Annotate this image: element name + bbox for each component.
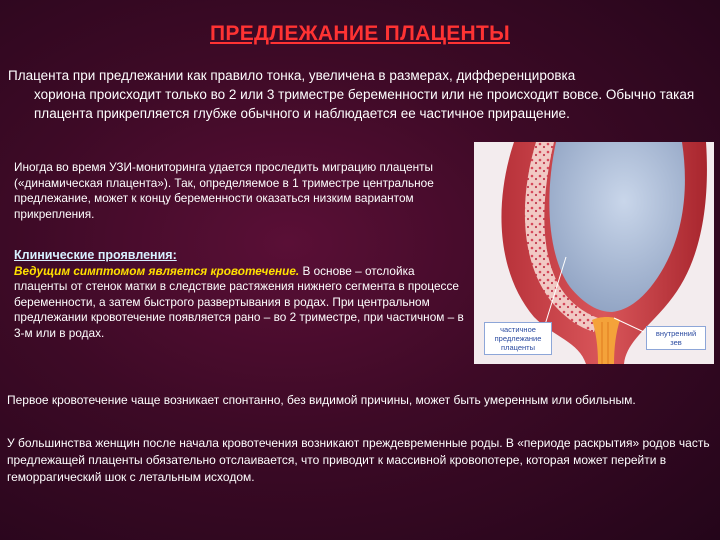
placenta-previa-illustration	[474, 142, 714, 364]
page-title: ПРЕДЛЕЖАНИЕ ПЛАЦЕНТЫ	[210, 22, 510, 45]
clinical-heading: Клинические проявления:	[14, 248, 177, 262]
premature-birth-paragraph: У большинства женщин после начала кровотечения возникают преждевременные роды. В «периоде раскрытия» родов часть предлежащей плаценты обязательно отслаивается, что приводит к массивной кровопотере, которая может перейти в геморрагический шок с летальным исходом.	[7, 436, 710, 484]
callout-internal-os: внутренний зев	[646, 326, 706, 350]
clinical-section	[14, 248, 464, 342]
first-bleeding-paragraph: Первое кровотечение чаще возникает спонтанно, без видимой причины, может быть умеренным или обильным.	[7, 393, 636, 407]
migration-paragraph: Иногда во время УЗИ-мониторинга удается проследить миграцию плаценты («динамическая плацента»). Так, определяемое в 1 триместре центральное предлежание, может к концу беременности оказаться низким вариантом прикрепления.	[14, 160, 434, 221]
clinical-text: В основе – отслойка плаценты от стенок матки в следствие растяжения нижнего сегмента в процессе беременности, а затем быстрого развертывания в родах. При центральном предлежании кровотечение появляется рано – во 2 триместре, при частичном – в 3-м или в родах.	[14, 263, 464, 340]
intro-line1: Плацента при предлежании как правило тонка, увеличена в размерах, дифференцировка	[8, 68, 576, 83]
intro-rest: хориона происходит только во 2 или 3 триместре беременности или не происходит вовсе. Обычно такая плацента прикрепляется глубже обычного и наблюдается ее частичное приращение.	[34, 87, 695, 121]
intro-paragraph	[8, 66, 712, 123]
callout-partial-previa: частичное предлежание плаценты	[484, 322, 552, 355]
clinical-lead: Ведущим симптомом является кровотечение.	[14, 263, 300, 278]
